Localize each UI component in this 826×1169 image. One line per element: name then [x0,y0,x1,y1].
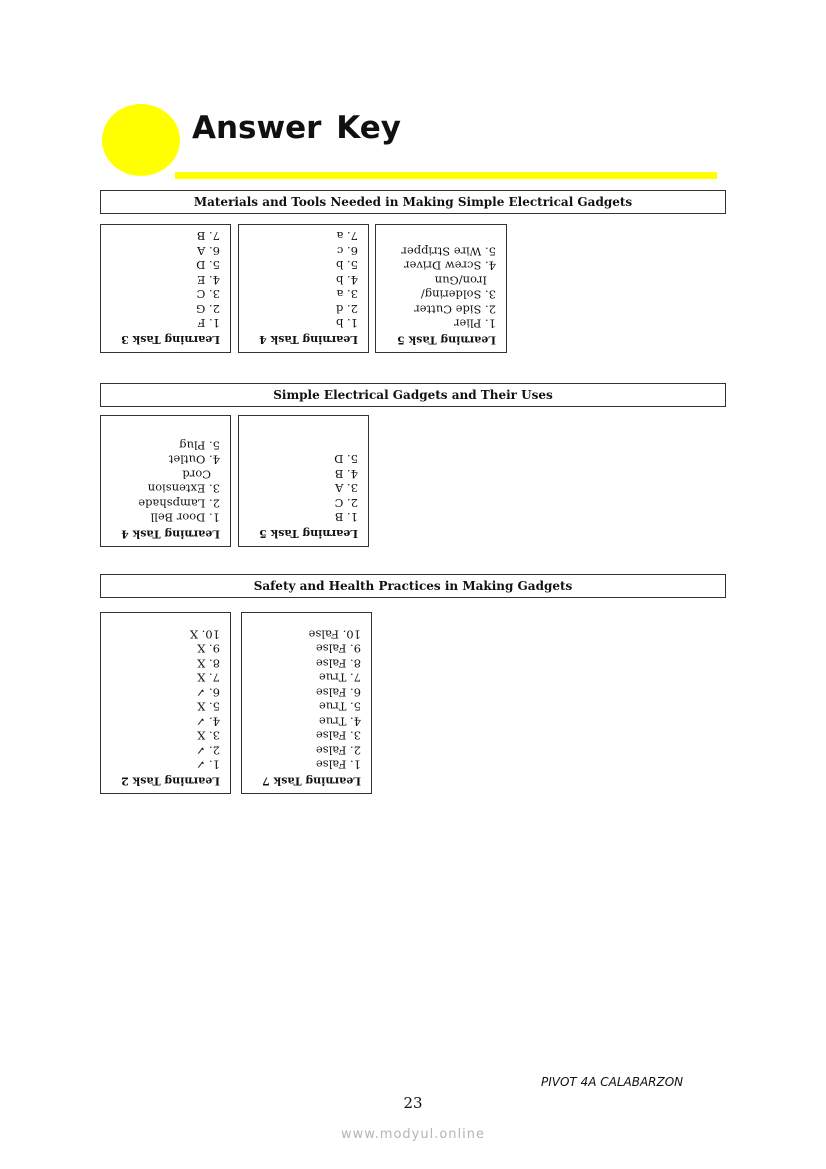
box-title: Learning Task 7 [262,774,361,787]
answer-item: 4. True [318,714,361,728]
box-title: Learning Task 2 [121,774,220,787]
answer-item: 5. X [197,699,220,714]
answer-item: 1. Plier [453,316,496,331]
answer-item: 7. B [196,229,220,244]
answer-item: 1. F [197,316,220,331]
answer-item: 2. False [315,743,361,757]
answer-item: 4. B [334,467,358,481]
answer-item: 2. d [336,302,358,316]
answer-item: 4. b [336,273,358,287]
answer-item: 1. Door Bell [150,510,220,525]
section-header-safety-health: Safety and Health Practices in Making Gadgets [100,574,726,598]
box-title: Learning Task 5 [397,333,496,346]
answer-item: 10. X [189,627,220,641]
answer-item: 7. X [197,670,220,685]
answer-item: 5. Plug [179,438,220,452]
page-number: 23 [403,1094,423,1112]
answer-item: 3. a [336,287,358,302]
answer-box-s3-task2 [100,612,231,794]
title-underline-bar [175,172,717,179]
answer-item: 1. B [334,510,358,525]
answer-item: Iron/Gun [434,273,487,287]
answer-item: 3. C [196,287,220,302]
answer-item: 2. Lampshade [138,496,220,510]
answer-item: 5. Wire Stripper [401,244,496,258]
answer-box-s3-task7 [241,612,372,794]
answer-item: 3. X [197,728,220,743]
answer-item: 5. b [336,258,358,273]
answer-item: 8. False [315,656,361,670]
answer-item: 6. False [315,685,361,699]
answer-box-s2-task5 [238,415,369,547]
answer-item: 1. b [336,316,358,331]
answer-item: 2. Side Cutter [414,302,496,316]
answer-item: 5. True [318,699,361,714]
box-title: Learning Task 4 [259,333,358,346]
answer-item: 5. D [334,452,358,467]
answer-item: 4. Screw Driver [404,258,496,273]
answer-item: 3. False [315,728,361,743]
answer-item: 2. C [334,496,358,510]
box-title: Learning Task 5 [259,527,358,540]
box-title: Learning Task 3 [121,333,220,346]
answer-item: 10. False [308,627,361,641]
answer-item: 4. E [196,273,220,287]
answer-box-s1-task4 [238,224,369,353]
answer-item: 6. A [197,244,220,258]
answer-item: 2. ✓ [195,743,220,757]
answer-item: 8. X [197,656,220,670]
page-title: Answer Key [192,110,401,146]
footer-organization: PIVOT 4A CALABARZON [541,1075,684,1089]
answer-item: 4. Outlet [168,452,220,467]
answer-item: 3. Extension [147,481,220,496]
answer-box-s1-task3 [100,224,231,353]
answer-item: 4. ✓ [195,714,220,728]
section-header-gadgets-uses: Simple Electrical Gadgets and Their Uses [100,383,726,407]
answer-box-s2-task4 [100,415,231,547]
answer-item: 1. ✓ [195,757,220,772]
section-header-materials-tools: Materials and Tools Needed in Making Simple Electrical Gadgets [100,190,726,214]
answer-item: 2. G [196,302,220,316]
box-title: Learning Task 4 [121,527,220,540]
answer-item: 7. a [336,229,358,244]
answer-item: 6. c [336,244,358,258]
answer-item: 9. False [315,641,361,656]
answer-item: 5. D [196,258,220,273]
watermark: www.modyul.online [340,1127,486,1142]
answer-item: 1. False [315,757,361,772]
answer-item: 9. X [197,641,220,656]
answer-item: 7. True [318,670,361,685]
answer-item: 3. Soldering/ [420,287,496,302]
yellow-circle-decoration [102,104,180,176]
answer-box-s1-task5 [375,224,507,353]
answer-item: 3. A [335,481,358,496]
answer-item: 6. ✓ [195,685,220,699]
answer-item: Cord [182,467,211,481]
